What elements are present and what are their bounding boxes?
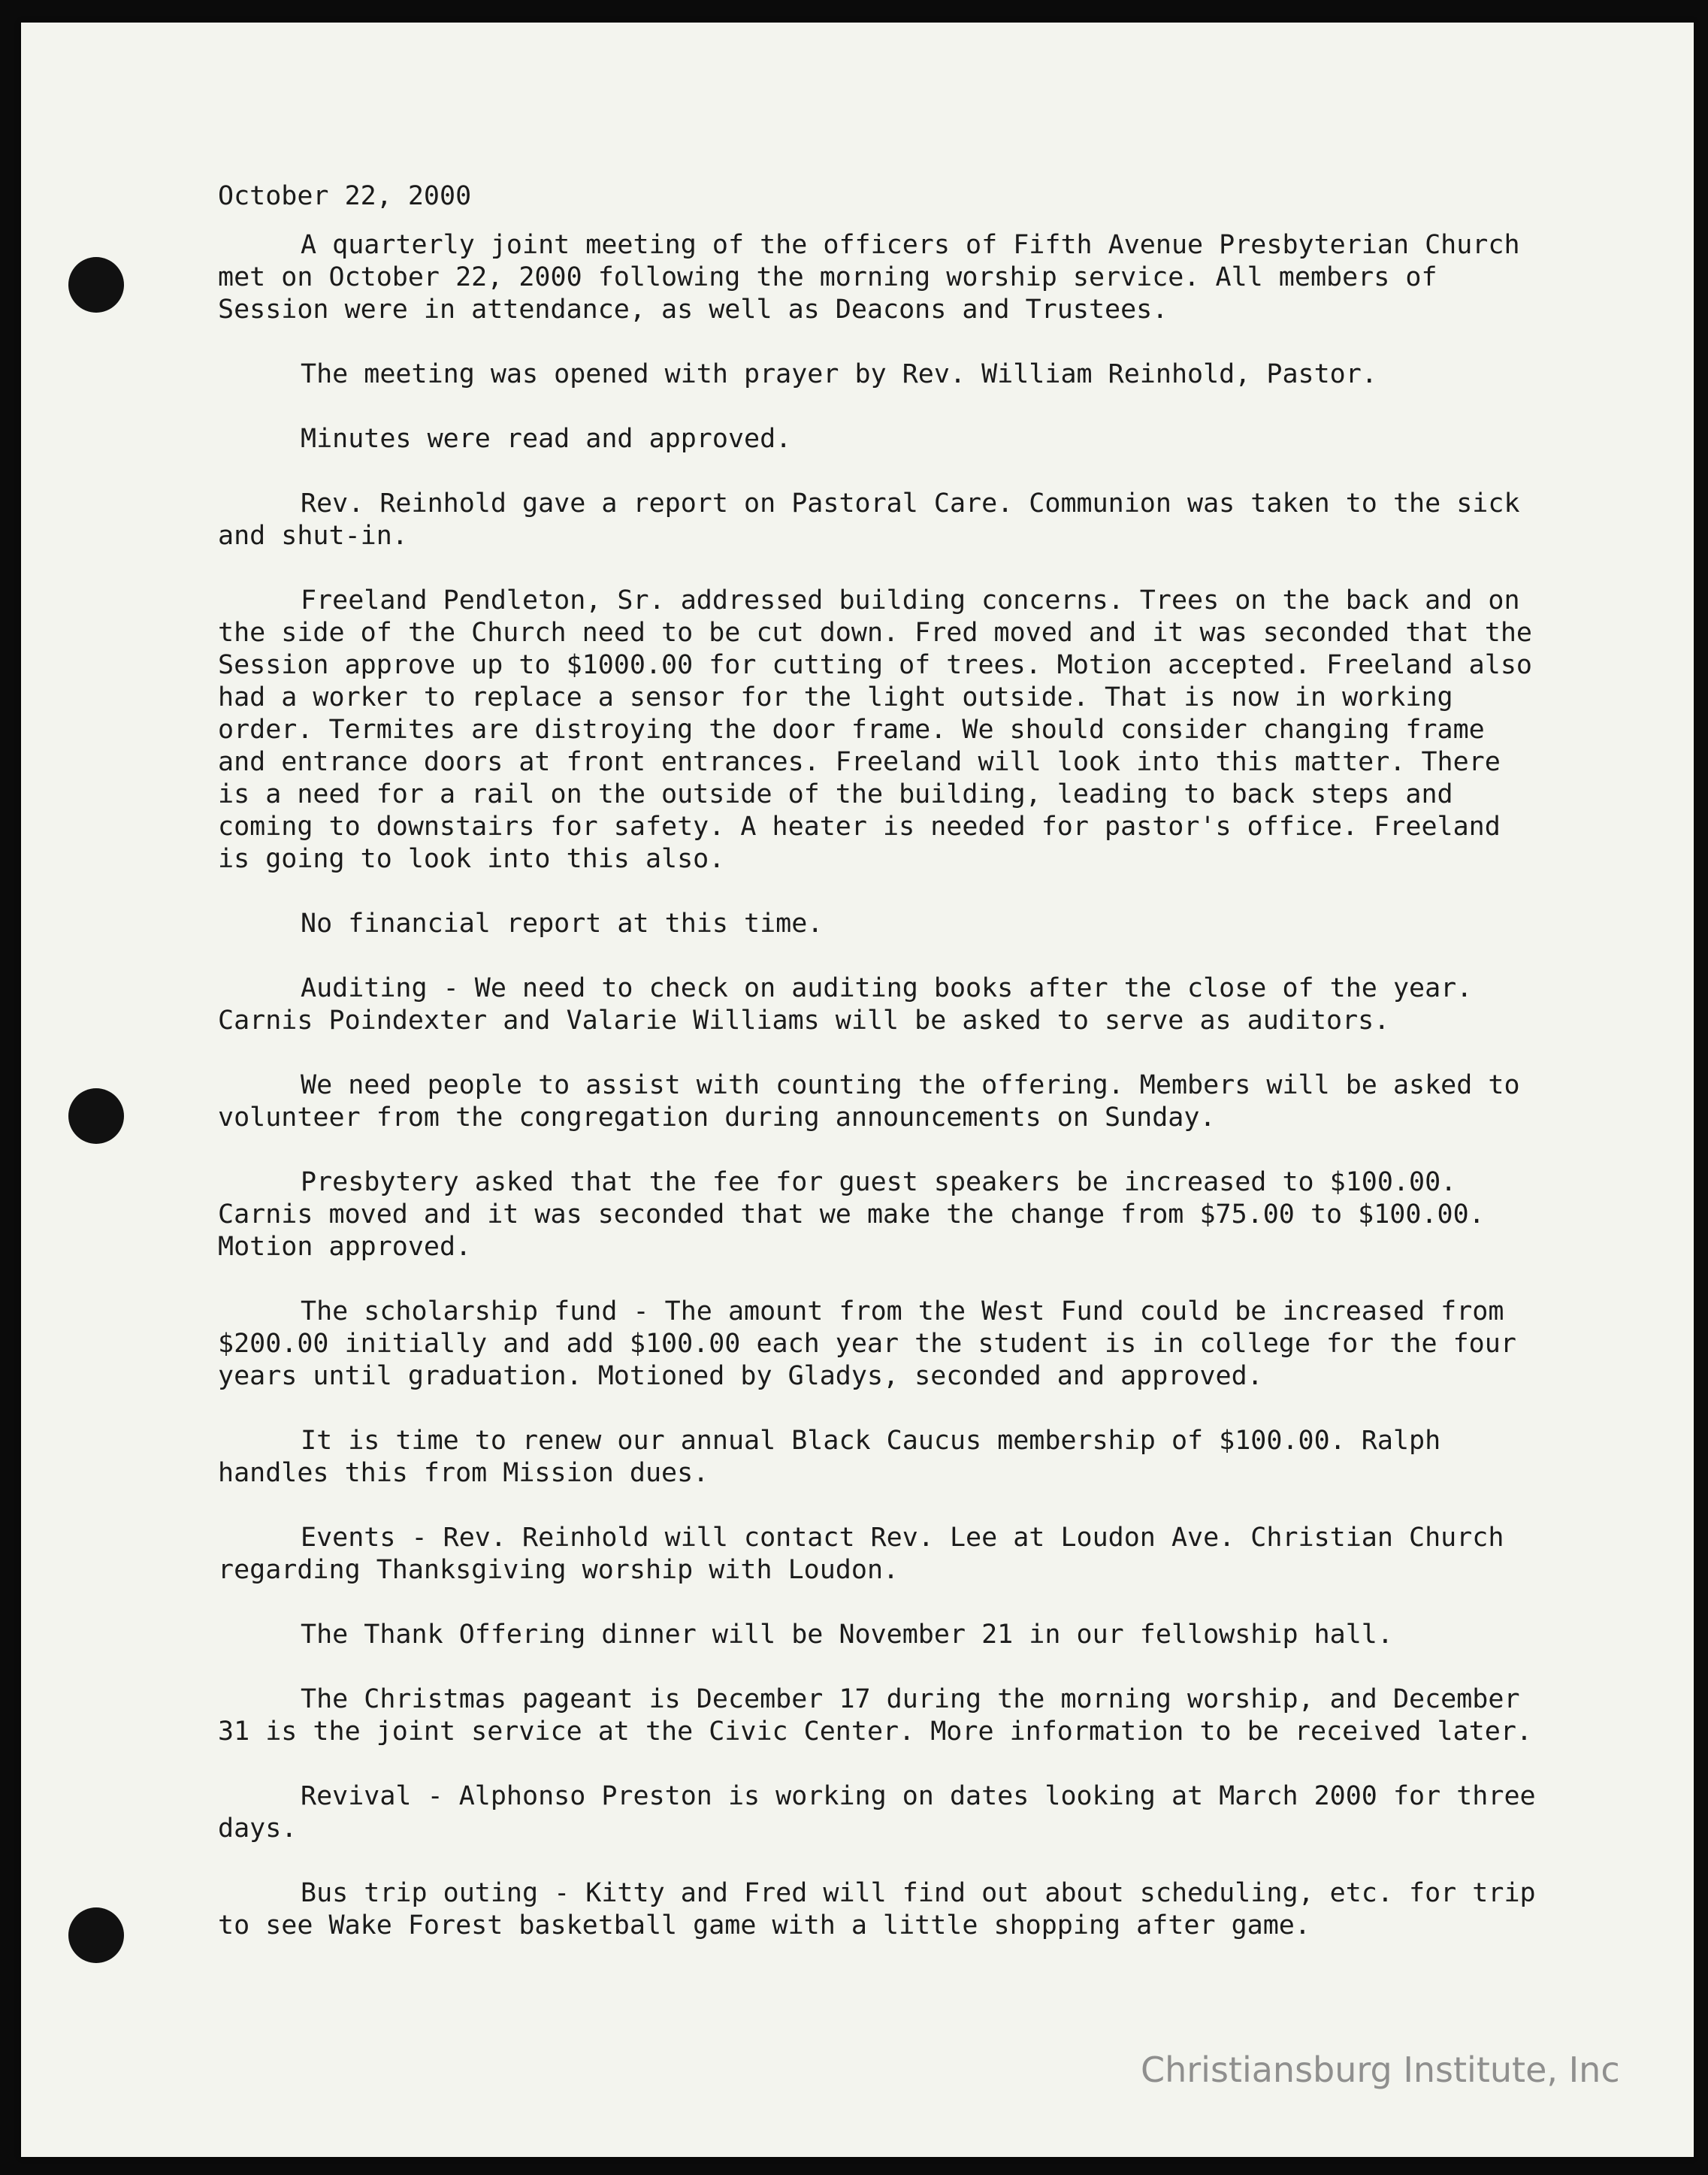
paragraph-scholarship-fund: The scholarship fund - The amount from the West Fund could be increased from $200.00 initially and add $100.00 each year the student is in college for the four years until graduation. Motioned by Gladys, seconded and approved. [218, 1296, 1516, 1391]
paragraph-minutes: Minutes were read and approved. [301, 424, 792, 454]
paragraph-building-concerns: Freeland Pendleton, Sr. addressed building concerns. Trees on the back and on the side of the Church need to be cut down. Fred moved and it was seconded that the Session approve up to $1000.00 for cutting of trees. Motion accepted. Freeland also had a worker to replace a sensor for the light outside. That is now in working order. Termites are distroying the door frame. We should consider changing frame and entrance doors at front entrances. Freeland will look into this matter. There is a need for a rail on the outside of the building, leading to back steps and coming to downstairs for safety. A heater is needed for pastor's office. Freeland is going to look into this also. [218, 585, 1532, 874]
paragraph-bus-trip: Bus trip outing - Kitty and Fred will find out about scheduling, etc. for trip to see Wake Forest basketball game with a little shopping after game. [218, 1878, 1536, 1941]
paragraph-thank-offering: The Thank Offering dinner will be November 21 in our fellowship hall. [301, 1620, 1393, 1650]
paragraph-offering-counting: We need people to assist with counting the offering. Members will be asked to volunteer from the congregation during announcements on Sunday. [218, 1070, 1520, 1133]
punch-hole-bottom [68, 1907, 124, 1963]
punch-hole-top [68, 257, 124, 313]
paragraph-financial-report: No financial report at this time. [301, 909, 824, 939]
punch-hole-middle [68, 1088, 124, 1144]
paragraph-events: Events - Rev. Reinhold will contact Rev. Lee at Loudon Ave. Christian Church regarding Thanksgiving worship with Loudon. [218, 1523, 1504, 1585]
paragraph-pastoral-care: Rev. Reinhold gave a report on Pastoral Care. Communion was taken to the sick and shut-in. [218, 489, 1520, 551]
minutes-body [218, 180, 1540, 1974]
watermark: Christiansburg Institute, Inc [1141, 2049, 1620, 2090]
paragraph-guest-speaker-fee: Presbytery asked that the fee for guest speakers be increased to $100.00. Carnis moved and it was seconded that we make the change from $75.00 to $100.00. Motion approved. [218, 1167, 1485, 1262]
paragraph-opening-prayer: The meeting was opened with prayer by Rev. William Reinhold, Pastor. [301, 359, 1377, 389]
paragraph-revival: Revival - Alphonso Preston is working on dates looking at March 2000 for three days. [218, 1781, 1536, 1844]
document-date: October 22, 2000 [218, 181, 472, 211]
paragraph-intro: A quarterly joint meeting of the officers of Fifth Avenue Presbyterian Church met on October 22, 2000 following the morning worship service. All members of Session were in attendance, as well as Deacons and Trustees. [218, 230, 1520, 325]
paragraph-black-caucus: It is time to renew our annual Black Caucus membership of $100.00. Ralph handles this from Mission dues. [218, 1426, 1441, 1488]
paragraph-christmas-pageant: The Christmas pageant is December 17 during the morning worship, and December 31 is the joint service at the Civic Center. More information to be received later. [218, 1684, 1532, 1747]
paragraph-auditing: Auditing - We need to check on auditing books after the close of the year. Carnis Poindexter and Valarie Williams will be asked to serve as auditors. [218, 973, 1473, 1036]
